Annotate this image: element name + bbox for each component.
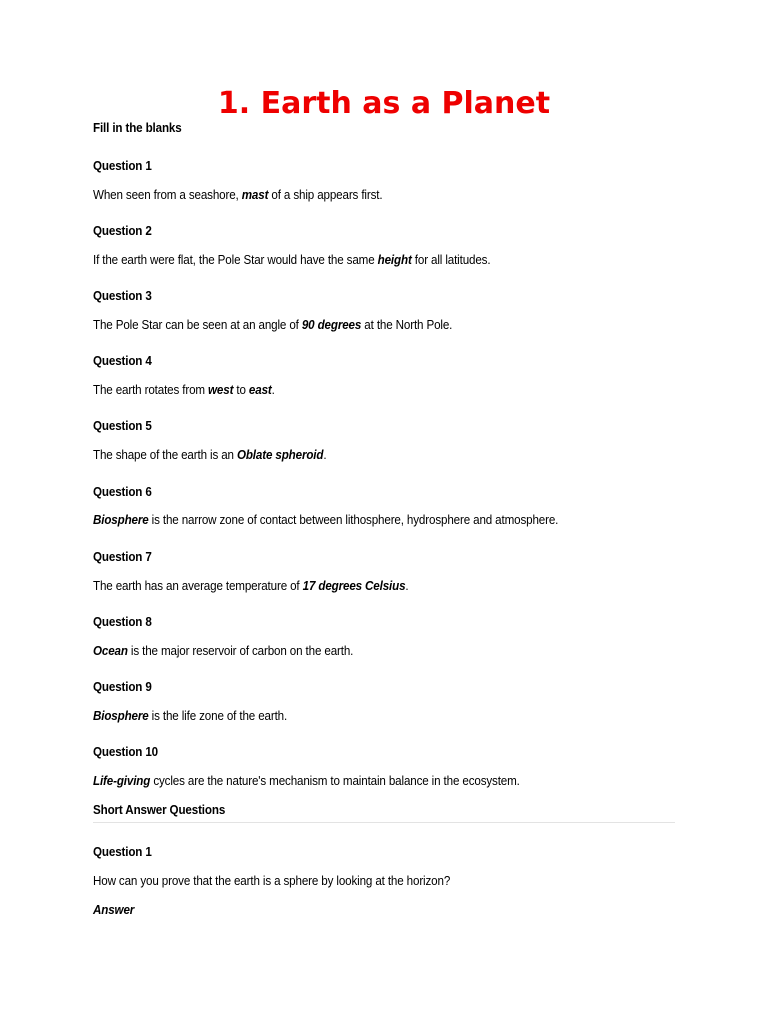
- answer-text: Oblate spheroid: [236, 448, 324, 462]
- question-label: Question 1: [93, 845, 152, 859]
- answer-text: west: [208, 383, 234, 397]
- question-label: Question 4: [93, 354, 152, 368]
- answer-label: Answer: [93, 903, 135, 917]
- question-text: If the earth were flat, the Pole Star would have the same height for all latitudes.: [93, 253, 491, 267]
- question-text: When seen from a seashore, mast of a ship appears first.: [93, 188, 383, 202]
- answer-text: Biosphere: [93, 513, 149, 527]
- section-divider: [93, 822, 675, 823]
- question-label: Question 9: [93, 680, 152, 694]
- question-label: Question 2: [93, 224, 152, 238]
- question-text: Biosphere is the life zone of the earth.: [93, 709, 288, 723]
- question-text: Ocean is the major reservoir of carbon on the earth.: [93, 644, 354, 658]
- section-heading-short-answer: Short Answer Questions: [93, 803, 226, 817]
- question-text: The Pole Star can be seen at an angle of 90 degrees at the North Pole.: [93, 318, 453, 332]
- question-text: The earth rotates from west to east.: [93, 383, 275, 397]
- answer-text: 17 degrees Celsius: [302, 579, 406, 593]
- section-heading-fill-blanks: Fill in the blanks: [93, 121, 182, 135]
- question-text: The shape of the earth is an Oblate spheroid.: [93, 448, 327, 462]
- answer-text: 90 degrees: [301, 318, 362, 332]
- question-label: Question 5: [93, 419, 152, 433]
- question-label: Question 1: [93, 159, 152, 173]
- question-label: Question 7: [93, 550, 152, 564]
- page-title: 1. Earth as a Planet: [217, 86, 551, 121]
- answer-text: Biosphere: [93, 709, 149, 723]
- answer-text: Ocean: [93, 644, 128, 658]
- question-label: Question 10: [93, 745, 159, 759]
- question-text: The earth has an average temperature of 17 degrees Celsius.: [93, 579, 409, 593]
- answer-text: mast: [241, 188, 269, 202]
- question-label: Question 3: [93, 289, 152, 303]
- answer-text: east: [248, 383, 272, 397]
- question-label: Question 8: [93, 615, 152, 629]
- answer-text: height: [377, 253, 412, 267]
- question-label: Question 6: [93, 485, 152, 499]
- answer-text: Life-giving: [93, 774, 151, 788]
- question-text: How can you prove that the earth is a sphere by looking at the horizon?: [93, 874, 451, 888]
- question-text: Biosphere is the narrow zone of contact between lithosphere, hydrosphere and atmosphere.: [93, 513, 559, 527]
- question-text: Life-giving cycles are the nature's mechanism to maintain balance in the ecosystem.: [93, 774, 520, 788]
